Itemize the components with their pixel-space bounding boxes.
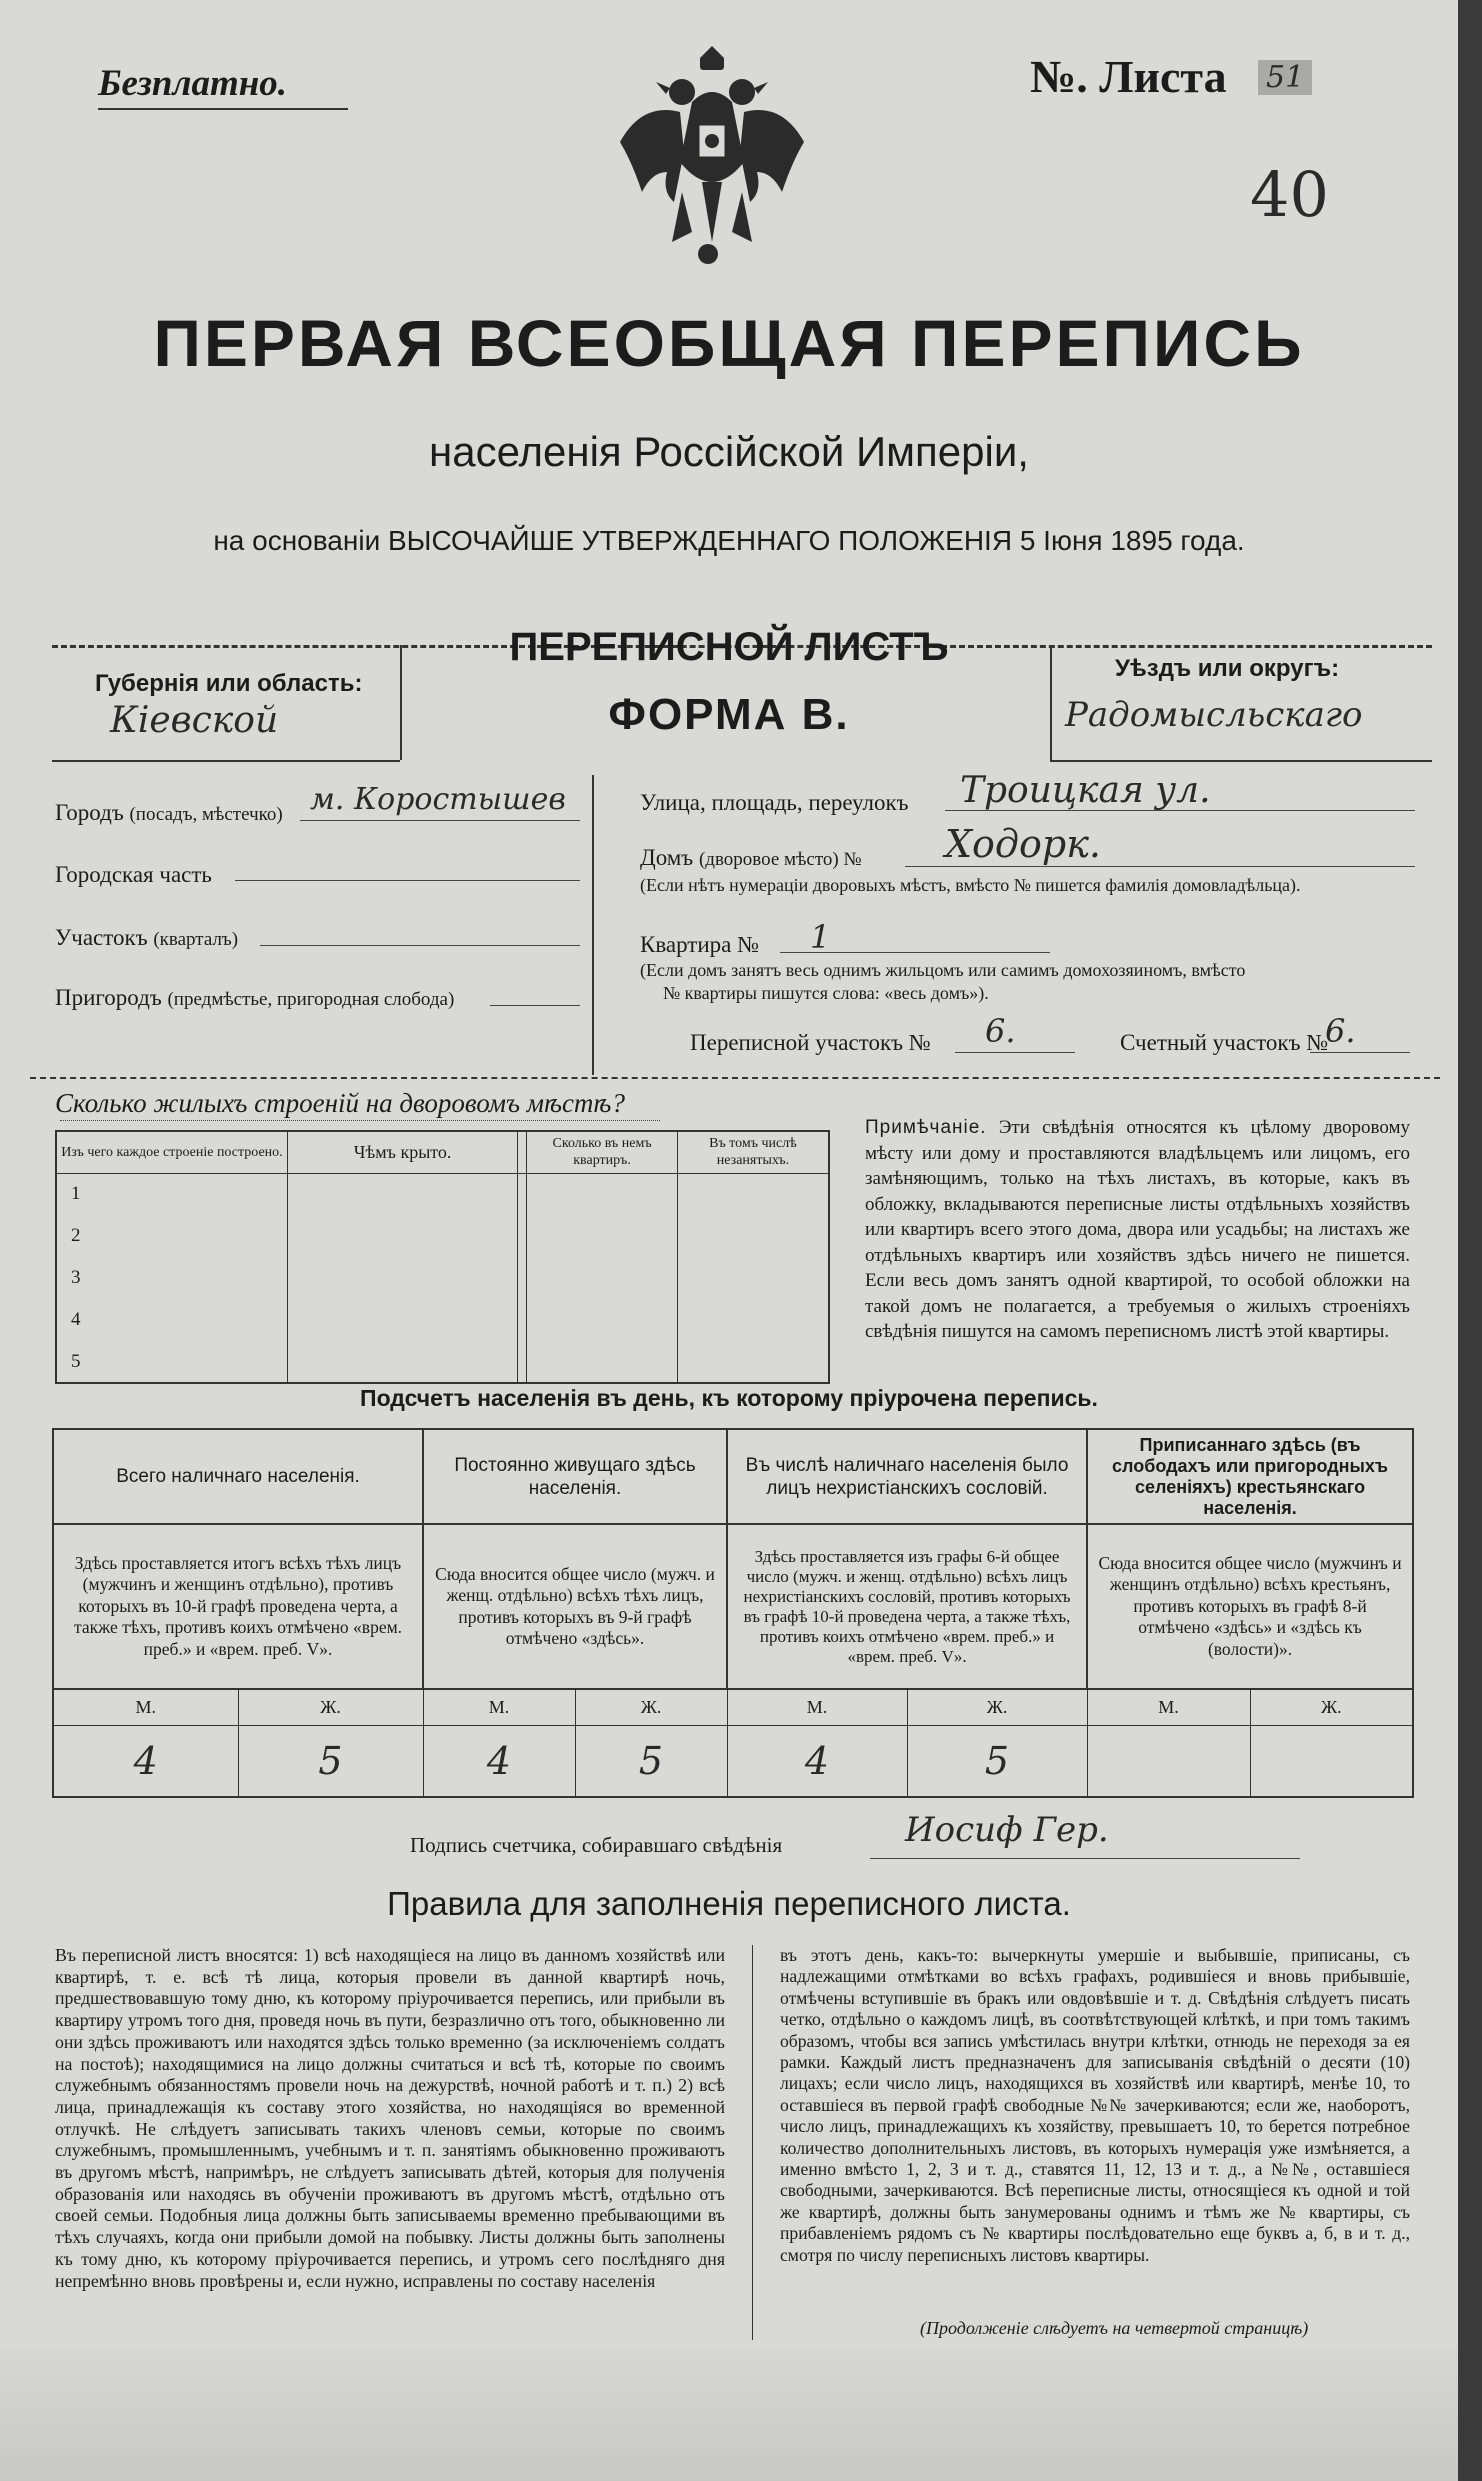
tally-zh-label: Ж. bbox=[575, 1689, 727, 1725]
buildings-row-number: 4 bbox=[56, 1299, 287, 1341]
handwritten-page-number: 40 bbox=[1250, 158, 1329, 231]
tally-peasant-zh bbox=[1250, 1725, 1413, 1797]
signature-label: Подпись счетчика, собиравшаго свѣдѣнія bbox=[410, 1833, 783, 1857]
tally-desc-nonchristian: Здѣсь проставляется изъ графы 6-й общее число (мужч. и женщ. отдѣльно) всѣхъ лицъ нехристіанскихъ сословій, противъ которыхъ въ графѣ 10-й проведена черта, а также тѣхъ, противъ коихъ отмѣчено «врем. преб.» и «врем. преб. V». bbox=[727, 1524, 1087, 1689]
tally-total-zh: 5 bbox=[238, 1725, 423, 1797]
count-area-label: Счетный участокъ № bbox=[1120, 1030, 1329, 1055]
tally-nonchristian-zh: 5 bbox=[907, 1725, 1087, 1797]
tally-m-label: М. bbox=[1087, 1689, 1250, 1725]
buildings-row-number: 3 bbox=[56, 1257, 287, 1299]
buildings-note-text: Эти свѣдѣнія относятся къ цѣлому дворовому мѣсту или дому и проставляются владѣльцемъ или лицомъ, его замѣняющимъ, только на тѣхъ листахъ, въ которые, какъ въ обложку, вкладываются переписные листы отдѣльныхъ хозяйствъ или квартиръ всего этого дома, двора или усадьбы; на листахъ же отдѣльныхъ квартиръ или хозяйствъ здѣсь ничего не пишется. Если весь домъ занятъ одной квартирой, то особой обложки на такой домъ не полагается, а требуемыя о жилыхъ строеніяхъ свѣдѣнія пишутся на самомъ переписномъ листѣ этой квартиры. bbox=[865, 1117, 1410, 1342]
district-note: (кварталъ) bbox=[153, 929, 239, 950]
buildings-note-head: Примѣчаніе. bbox=[865, 1117, 987, 1138]
uezd-label: Уѣздъ или округъ: bbox=[1115, 655, 1340, 682]
house-value: Ходорк. bbox=[945, 822, 1101, 866]
city-part-label: Городская часть bbox=[55, 862, 212, 887]
district-label: Участокъ bbox=[55, 925, 148, 950]
rules-left-column: Въ переписной листъ вносятся: 1) всѣ находящіеся на лицо въ данномъ хозяйствѣ или квартирѣ, т. е. всѣ тѣ лица, которыя провели въ данной квартирѣ ночь, предшествовавшую тому дню, къ которому пріурочивается перепись, или прибыли въ квартиру утромъ того дня, проведя ночь въ пути, безразлично отъ того, обыкновенно ли они здѣсь проживаютъ или находятся здѣсь только временно (за исключеніемъ солдатъ на постоѣ); находящимися на лицо должны считаться и всѣ тѣ, которые по своимъ служебнымъ обязанностямъ провели ночь на дежурствѣ, ночной работѣ и т. п.) 2) всѣ лица, принадлежащія къ составу этого хозяйства, но находящіяся во временной отлучкѣ. Не слѣдуетъ записывать такихъ членовъ семьи, которые по своимъ служебнымъ, промышленнымъ, учебнымъ и т. п. занятіямъ обыкновенно проживаютъ въ другомъ мѣстѣ, напримѣръ, не слѣдуетъ записывать дѣтей, которыя для полученія образованія или находясь въ обученіи проживаютъ въ другомъ мѣстѣ, отдѣльно отъ своей семьи. Подобныя лица должны быть записываемы временно пребывающими въ тѣхъ случаяхъ, когда они прибыли домой на побывку. Листы должны быть заполнены къ тому дню, къ которому пріурочивается перепись, и утромъ сего послѣдняго дня непремѣнно вновь провѣрены и, если нужно, исправлены по составу населенія bbox=[55, 1945, 725, 2291]
house-hint: (Если нѣтъ нумераціи дворовыхъ мѣстъ, вмѣсто № пишется фамилія домовладѣльца). bbox=[640, 875, 1301, 895]
rules-title: Правила для заполненія переписного листа. bbox=[387, 1885, 1071, 1922]
rules-continued-note: (Продолженіе слѣдуетъ на четвертой страницѣ) bbox=[920, 2318, 1309, 2338]
buildings-table bbox=[55, 1130, 830, 1384]
street-value: Троицкая ул. bbox=[960, 770, 1211, 811]
census-basis: на основаніи ВЫСОЧАЙШЕ УТВЕРЖДЕННАГО ПОЛОЖЕНІЯ 5 Іюня 1895 года. bbox=[213, 525, 1245, 556]
tally-table bbox=[52, 1428, 1414, 1798]
buildings-row-number: 5 bbox=[56, 1341, 287, 1383]
census-main-title: ПЕРВАЯ ВСЕОБЩАЯ ПЕРЕПИСЬ bbox=[153, 306, 1305, 380]
tally-desc-permanent: Сюда вносится общее число (мужч. и женщ. отдѣльно) всѣхъ тѣхъ лицъ, противъ которыхъ въ 9-й графѣ отмѣчено «здѣсь». bbox=[423, 1524, 727, 1689]
city-note: (посадъ, мѣстечко) bbox=[129, 804, 283, 825]
buildings-row-number: 2 bbox=[56, 1215, 287, 1257]
count-area-value: 6. bbox=[1325, 1012, 1356, 1050]
rules-right-column: въ этотъ день, какъ-то: вычеркнуты умершіе и выбывшіе, приписаны, съ надлежащими отмѣтками во всѣхъ графахъ, родившіеся и вновь прибывшіе, отмѣчены вступившіе въ бракъ или овдовѣвшіе и т. д. Свѣдѣнія слѣдуетъ писать четко, отдѣльно о каждомъ лицѣ, въ соотвѣтствующей клѣткѣ, и при томъ такимъ образомъ, чтобы вся запись умѣстилась внутри клѣтки, отнюдь не переходя за ея рамки. Каждый листъ предназначенъ для записыванія свѣдѣній о десяти (10) лицахъ; если число лицъ, находящихся въ хозяйствѣ или квартирѣ, менѣе 10, то оставшіеся въ первой графѣ свободные №№ зачеркиваются; если же, наоборотъ, число лицъ, принадлежащихъ къ хозяйству, превышаетъ 10, то берется потребное количество дополнительныхъ листовъ, въ которыхъ нумерація уже измѣняется, а именно вмѣсто 1, 2, 3 и т. д., ставятся 11, 12, 13 и т. д., а №№, оставшіеся свободными, зачеркиваются. Всѣ переписные листы, относящіеся къ одной и той же квартирѣ, должны быть занумерованы однимъ и тѣмъ же № квартиры, съ прибавленіемъ рядомъ съ № квартиры послѣдовательно еще буквъ а, б, в и т. д., смотря по числу переписныхъ листовъ квартиры. bbox=[780, 1945, 1410, 2265]
buildings-col-material: Изъ чего каждое строеніе построено. bbox=[56, 1131, 287, 1173]
free-label: Безплатно. bbox=[98, 63, 288, 104]
tally-zh-label: Ж. bbox=[238, 1689, 423, 1725]
tally-title: Подсчетъ населенія въ день, къ которому пріурочена перепись. bbox=[360, 1385, 1098, 1411]
suburb-label: Пригородъ bbox=[55, 985, 162, 1010]
house-note: (дворовое мѣсто) № bbox=[698, 849, 862, 870]
sheet-number-value: 51 bbox=[1258, 60, 1312, 95]
gubernia-label: Губернія или область: bbox=[95, 670, 363, 697]
tally-m-label: М. bbox=[53, 1689, 238, 1725]
tally-head-total: Всего наличнаго населенія. bbox=[53, 1429, 423, 1524]
buildings-col-roof: Чѣмъ крыто. bbox=[287, 1131, 518, 1173]
census-area-label: Переписной участокъ № bbox=[690, 1030, 931, 1055]
apt-label: Квартира № bbox=[640, 932, 760, 957]
tally-peasant-m bbox=[1087, 1725, 1250, 1797]
house-label: Домъ bbox=[640, 845, 694, 870]
tally-m-label: М. bbox=[727, 1689, 907, 1725]
tally-nonchristian-m: 4 bbox=[727, 1725, 907, 1797]
suburb-note: (предмѣстье, пригородная слобода) bbox=[167, 989, 455, 1010]
city-label: Городъ bbox=[55, 800, 124, 825]
buildings-row-number: 1 bbox=[56, 1173, 287, 1215]
tally-permanent-zh: 5 bbox=[575, 1725, 727, 1797]
sheet-title: ПЕРЕПИСНОЙ ЛИСТЪ bbox=[509, 625, 949, 669]
apt-hint-1: (Если домъ занятъ весь однимъ жильцомъ или самимъ домохозяиномъ, вмѣсто bbox=[640, 960, 1246, 980]
tally-desc-peasant: Сюда вносится общее число (мужчинъ и женщинъ отдѣльно) всѣхъ крестьянъ, противъ которыхъ въ графѣ 8-й отмѣчено «здѣсь» и «здѣсь къ (волости)». bbox=[1087, 1524, 1413, 1689]
gubernia-value: Кіевской bbox=[110, 700, 279, 741]
buildings-question: Сколько жилыхъ строеній на дворовомъ мѣстѣ? bbox=[55, 1088, 625, 1118]
census-area-value: 6. bbox=[985, 1012, 1016, 1050]
buildings-col-vacant: Въ томъ числѣ незанятыхъ. bbox=[677, 1131, 829, 1173]
apt-value: 1 bbox=[810, 918, 831, 956]
tally-head-peasant: Приписаннаго здѣсь (въ слободахъ или пригородныхъ селеніяхъ) крестьянскаго населенія. bbox=[1087, 1429, 1413, 1524]
double-headed-eagle-icon bbox=[612, 42, 812, 272]
street-label: Улица, площадь, переулокъ bbox=[640, 790, 909, 815]
tally-zh-label: Ж. bbox=[1250, 1689, 1413, 1725]
apt-hint-2: № квартиры пишутся слова: «весь домъ»). bbox=[663, 983, 989, 1003]
city-value: м. Коростышев bbox=[310, 782, 566, 817]
buildings-col-apartments: Сколько въ немъ квартиръ. bbox=[527, 1131, 678, 1173]
tally-m-label: М. bbox=[423, 1689, 575, 1725]
tally-head-nonchristian: Въ числѣ наличнаго населенія было лицъ нехристіанскихъ сословій. bbox=[727, 1429, 1087, 1524]
tally-desc-total: Здѣсь проставляется итогъ всѣхъ тѣхъ лицъ (мужчинъ и женщинъ отдѣльно), противъ которыхъ въ 10-й графѣ проведена черта, а также тѣхъ, противъ коихъ отмѣчено «врем. преб.» и «врем. преб. V». bbox=[53, 1524, 423, 1689]
tally-total-m: 4 bbox=[53, 1725, 238, 1797]
signature-value: Иосиф Гер. bbox=[905, 1810, 1109, 1850]
form-name: ФОРМА В. bbox=[608, 690, 850, 739]
tally-head-permanent: Постоянно живущаго здѣсь населенія. bbox=[423, 1429, 727, 1524]
census-subtitle: населенія Россійской Имперіи, bbox=[429, 428, 1029, 475]
page-margin bbox=[0, 2350, 1458, 2481]
tally-zh-label: Ж. bbox=[907, 1689, 1087, 1725]
uezd-value: Радомысльскаго bbox=[1065, 695, 1363, 735]
sheet-number-label: №. Листа bbox=[1030, 51, 1227, 102]
tally-permanent-m: 4 bbox=[423, 1725, 575, 1797]
buildings-note bbox=[865, 1115, 1410, 1345]
